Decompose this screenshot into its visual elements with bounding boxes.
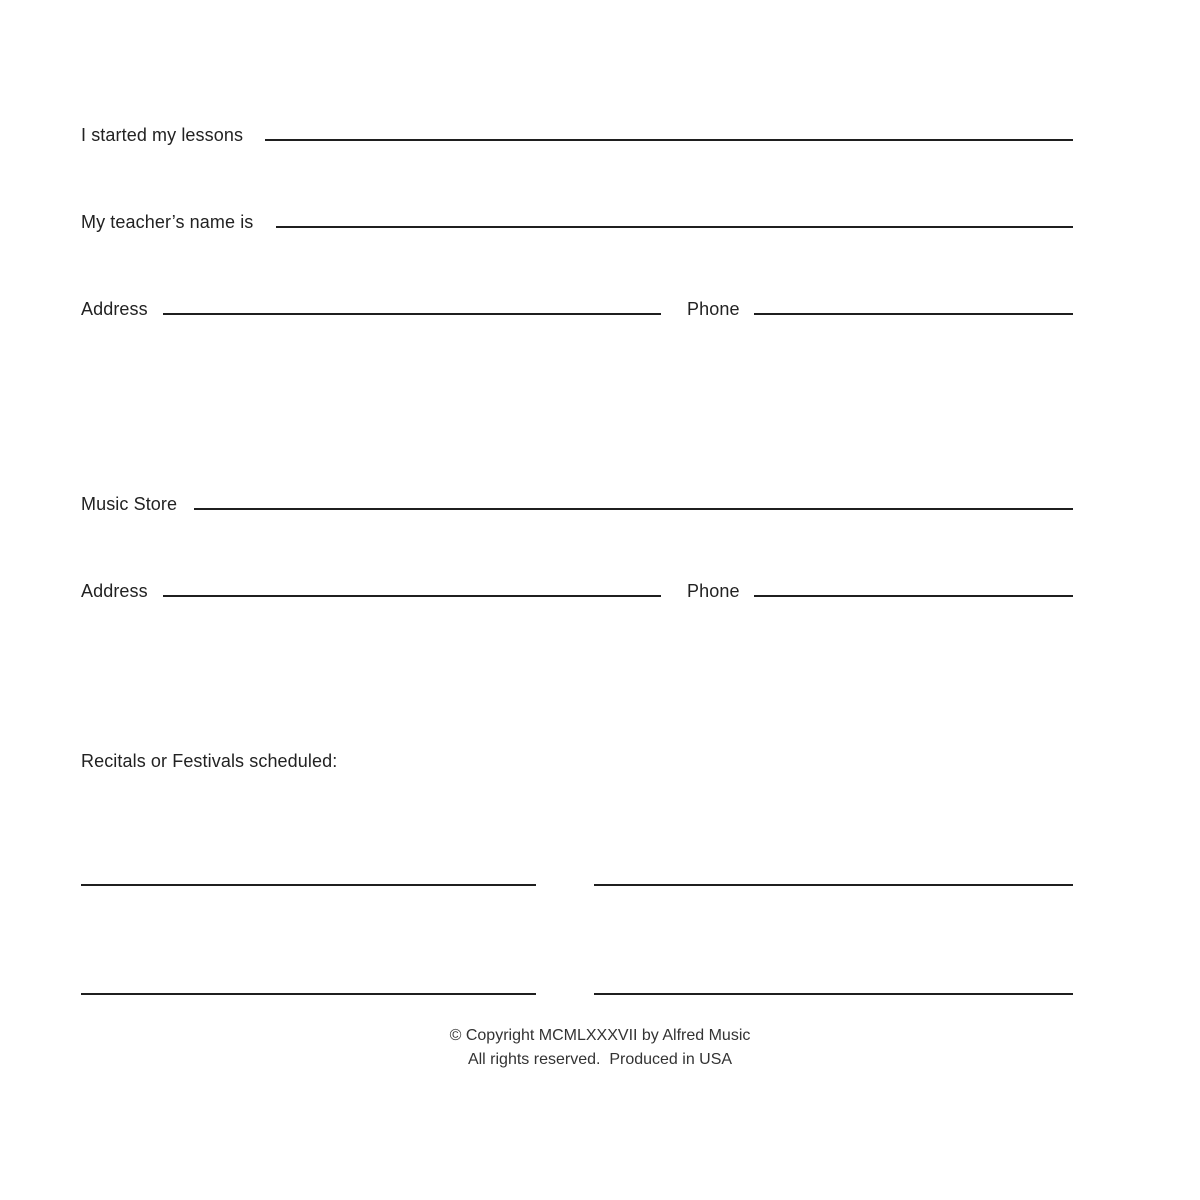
lessons-field-line[interactable]: [265, 139, 1073, 141]
music-store-label: Music Store: [81, 494, 178, 514]
store-address-label: Address: [81, 581, 148, 601]
teacher-phone-label: Phone: [687, 299, 740, 319]
copyright-notice: © Copyright MCMLXXXVII by Alfred Music: [449, 1027, 751, 1044]
music-store-field-line[interactable]: [194, 508, 1073, 510]
store-phone-field-line[interactable]: [754, 595, 1073, 597]
store-phone-label: Phone: [687, 581, 740, 601]
teacher-name-label: My teacher’s name is: [81, 212, 254, 232]
store-address-field-line[interactable]: [163, 595, 661, 597]
teacher-name-field-line[interactable]: [276, 226, 1073, 228]
recitals-label: Recitals or Festivals scheduled:: [81, 751, 338, 771]
recital-line-3[interactable]: [81, 993, 536, 995]
teacher-address-field-line[interactable]: [163, 313, 661, 315]
recital-line-4[interactable]: [594, 993, 1073, 995]
lessons-label: I started my lessons: [81, 125, 244, 145]
teacher-phone-field-line[interactable]: [754, 313, 1073, 315]
recital-line-1[interactable]: [81, 884, 536, 886]
rights-notice: All rights reserved. Produced in USA: [467, 1051, 733, 1068]
recital-line-2[interactable]: [594, 884, 1073, 886]
teacher-address-label: Address: [81, 299, 148, 319]
